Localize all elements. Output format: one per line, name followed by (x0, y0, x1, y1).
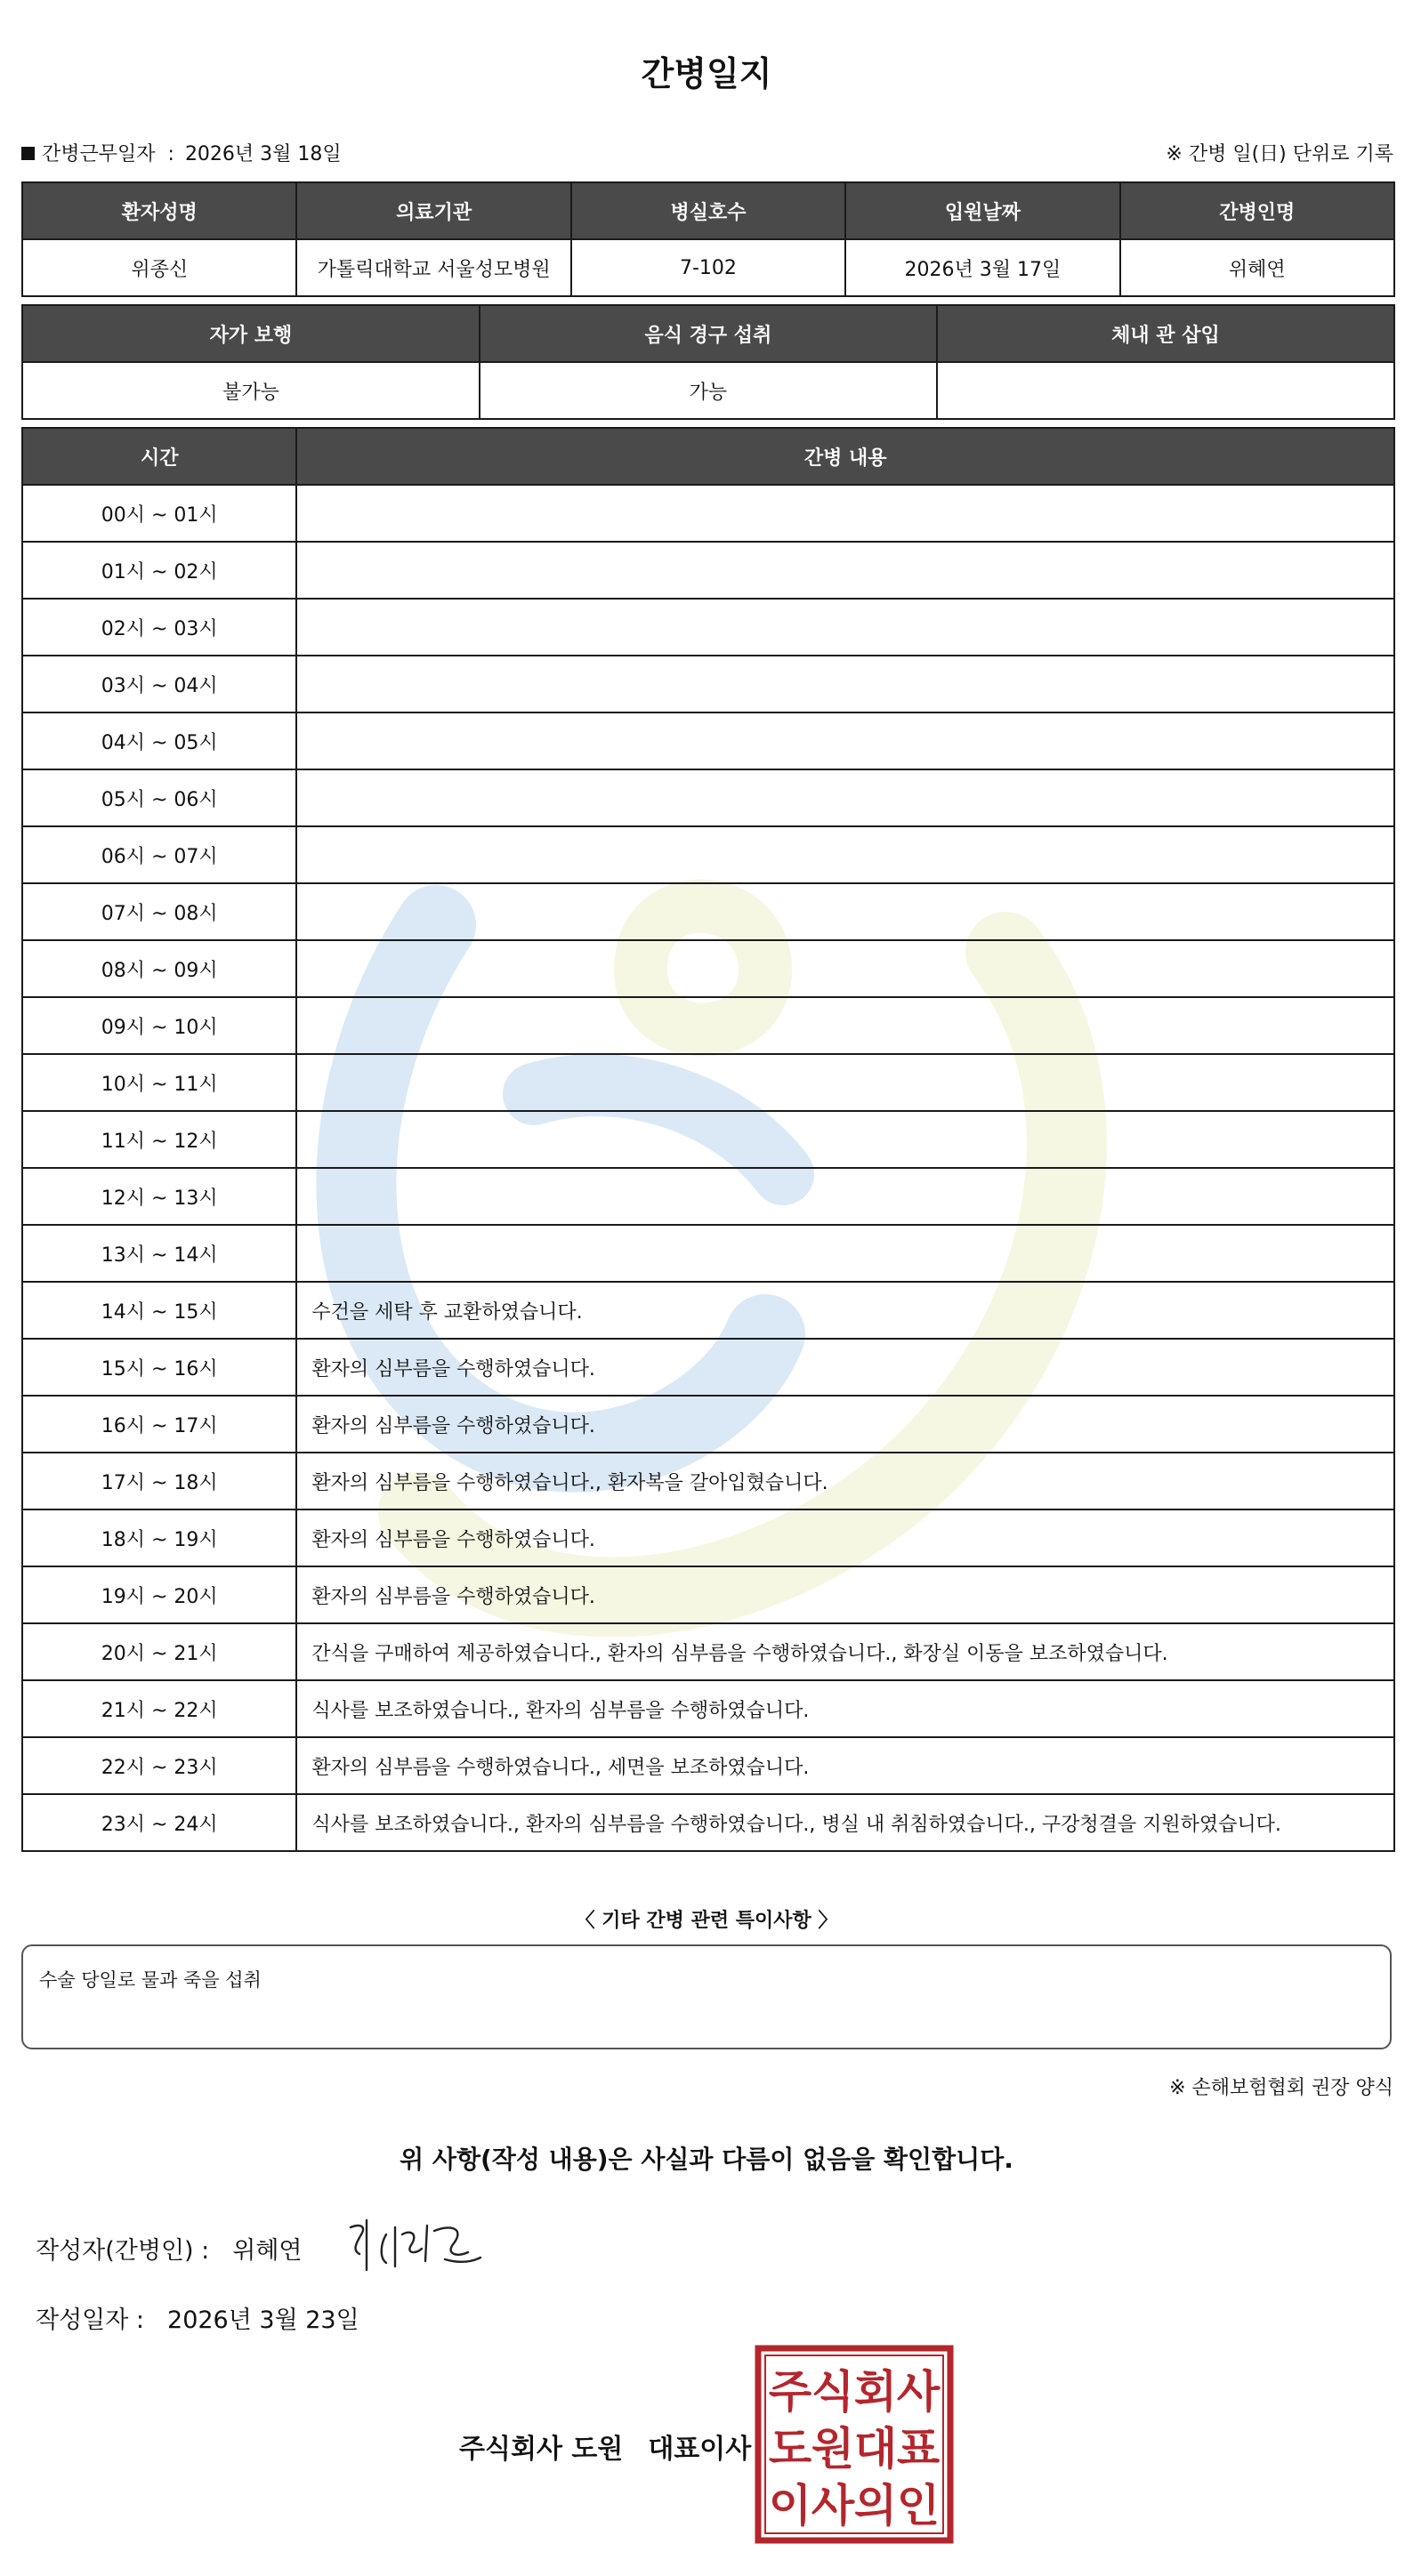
written-date-value: 2026년 3월 23일 (167, 2306, 359, 2334)
table-row (22, 883, 1394, 940)
table-row (22, 1566, 1394, 1623)
time-slot: 10시 ~ 11시 (22, 1054, 296, 1111)
time-slot: 22시 ~ 23시 (22, 1737, 296, 1794)
header-room-number: 병실호수 (571, 182, 845, 239)
bullet-square-icon (21, 147, 35, 160)
header-hospital: 의료기관 (296, 182, 570, 239)
oral-intake-value: 가능 (480, 362, 937, 419)
care-content: 수건을 세탁 후 교환하였습니다. (296, 1282, 1394, 1339)
table-row (22, 485, 1394, 542)
care-content: 환자의 심부름을 수행하였습니다. (296, 1509, 1394, 1566)
writer-name: 위혜연 (232, 2237, 303, 2265)
care-content: 환자의 심부름을 수행하였습니다. (296, 1566, 1394, 1623)
time-slot: 05시 ~ 06시 (22, 769, 296, 826)
care-content: 식사를 보조하였습니다., 환자의 심부름을 수행하였습니다., 병실 내 취침하였습니다., 구강청결을 지원하였습니다. (296, 1794, 1394, 1851)
time-slot: 09시 ~ 10시 (22, 997, 296, 1054)
document-title: 간병일지 (641, 54, 772, 93)
header-oral-intake: 음식 경구 섭취 (480, 305, 937, 362)
time-slot: 06시 ~ 07시 (22, 826, 296, 883)
care-content: 환자의 심부름을 수행하였습니다. (296, 1396, 1394, 1453)
svg-text:주: 주 (768, 2366, 812, 2418)
table-row (22, 769, 1394, 826)
table-row (22, 997, 1394, 1054)
table-row (22, 599, 1394, 656)
header-care-content: 간병 내용 (296, 428, 1394, 485)
association-note: ※ 손해보험협회 권장 양식 (1169, 2077, 1393, 2099)
svg-text:사: 사 (896, 2366, 941, 2418)
time-slot: 01시 ~ 02시 (22, 542, 296, 599)
written-date-label: 작성일자 : (36, 2306, 145, 2334)
time-slot: 02시 ~ 03시 (22, 599, 296, 656)
care-content (296, 1168, 1394, 1225)
header-caregiver-name: 간병인명 (1120, 182, 1394, 239)
table-row (22, 1680, 1394, 1737)
care-content (296, 1225, 1394, 1282)
handwritten-signature (340, 2208, 500, 2288)
care-content (296, 940, 1394, 997)
table-row (22, 826, 1394, 883)
table-row (22, 656, 1394, 712)
work-date-colon: : (167, 143, 174, 165)
care-log-rows (22, 485, 1394, 1851)
company-seal (755, 2345, 954, 2544)
svg-text:회: 회 (853, 2366, 898, 2418)
table-row (22, 1339, 1394, 1396)
header-admission-date: 입원날짜 (845, 182, 1119, 239)
table-row (22, 1111, 1394, 1168)
work-date-value: 2026년 3월 18일 (184, 143, 342, 165)
time-slot: 17시 ~ 18시 (22, 1453, 296, 1509)
care-content (296, 826, 1394, 883)
table-row (22, 1737, 1394, 1794)
time-slot: 12시 ~ 13시 (22, 1168, 296, 1225)
header-time: 시간 (22, 428, 296, 485)
care-log-table (21, 427, 1395, 1852)
svg-text:원: 원 (811, 2423, 855, 2475)
time-slot: 00시 ~ 01시 (22, 485, 296, 542)
time-slot: 04시 ~ 05시 (22, 712, 296, 769)
svg-text:표: 표 (896, 2423, 941, 2475)
room-number: 7-102 (571, 239, 845, 296)
time-slot: 21시 ~ 22시 (22, 1680, 296, 1737)
care-content: 환자의 심부름을 수행하였습니다., 세면을 보조하였습니다. (296, 1737, 1394, 1794)
writer-label: 작성자(간병인) : (36, 2237, 210, 2265)
self-walking-value: 불가능 (22, 362, 480, 419)
special-notes-text: 수술 당일로 물과 죽을 섭취 (39, 1969, 262, 1991)
time-slot: 11시 ~ 12시 (22, 1111, 296, 1168)
patient-status-table (21, 304, 1395, 420)
care-content (296, 599, 1394, 656)
care-content: 간식을 구매하여 제공하였습니다., 환자의 심부름을 수행하였습니다., 화장실 이동을 보조하였습니다. (296, 1623, 1394, 1680)
time-slot: 08시 ~ 09시 (22, 940, 296, 997)
written-date-line (36, 2300, 359, 2335)
time-slot: 13시 ~ 14시 (22, 1225, 296, 1282)
hospital-name: 가톨릭대학교 서울성모병원 (296, 239, 570, 296)
care-content (296, 769, 1394, 826)
header-tube-insertion: 체내 관 삽입 (937, 305, 1394, 362)
header-self-walking: 자가 보행 (22, 305, 480, 362)
table-row (22, 940, 1394, 997)
table-row (22, 1509, 1394, 1566)
header-patient-name: 환자성명 (22, 182, 296, 239)
table-row (22, 542, 1394, 599)
time-slot: 15시 ~ 16시 (22, 1339, 296, 1396)
tube-insertion-value (937, 362, 1394, 419)
table-row (22, 1225, 1394, 1282)
svg-text:사: 사 (811, 2480, 855, 2532)
svg-text:식: 식 (811, 2366, 855, 2418)
time-slot: 18시 ~ 19시 (22, 1509, 296, 1566)
table-row (22, 1054, 1394, 1111)
table-row (22, 712, 1394, 769)
care-content (296, 1054, 1394, 1111)
time-slot: 19시 ~ 20시 (22, 1566, 296, 1623)
svg-text:대: 대 (853, 2423, 898, 2475)
table-row (22, 1453, 1394, 1509)
care-content (296, 485, 1394, 542)
company-line (459, 2427, 751, 2466)
time-slot: 20시 ~ 21시 (22, 1623, 296, 1680)
company-name: 주식회사 도원 (459, 2434, 624, 2465)
table-row (22, 1282, 1394, 1339)
care-content (296, 883, 1394, 940)
care-content: 식사를 보조하였습니다., 환자의 심부름을 수행하였습니다. (296, 1680, 1394, 1737)
ceo-label: 대표이사 (648, 2434, 752, 2465)
care-content: 환자의 심부름을 수행하였습니다. (296, 1339, 1394, 1396)
confirmation-statement: 위 사항(작성 내용)은 사실과 다름이 없음을 확인합니다. (400, 2145, 1013, 2174)
svg-text:인: 인 (896, 2480, 941, 2532)
care-content (296, 712, 1394, 769)
svg-text:이: 이 (768, 2480, 812, 2532)
patient-info-table (21, 181, 1395, 297)
time-slot: 23시 ~ 24시 (22, 1794, 296, 1851)
time-slot: 07시 ~ 08시 (22, 883, 296, 940)
table-row (22, 1168, 1394, 1225)
daily-record-note: ※ 간병 일(日) 단위로 기록 (1166, 143, 1393, 165)
table-row (22, 1396, 1394, 1453)
time-slot: 16시 ~ 17시 (22, 1396, 296, 1453)
work-date-label: 간병근무일자 (42, 143, 156, 165)
special-notes-title: 〈 기타 간병 관련 특이사항 〉 (575, 1910, 838, 1932)
care-content (296, 656, 1394, 712)
care-content (296, 1111, 1394, 1168)
svg-text:의: 의 (853, 2480, 898, 2532)
caregiver-name: 위혜연 (1120, 239, 1394, 296)
table-row (22, 1623, 1394, 1680)
work-date (21, 139, 342, 166)
svg-text:도: 도 (768, 2423, 812, 2475)
care-content: 환자의 심부름을 수행하였습니다., 환자복을 갈아입혔습니다. (296, 1453, 1394, 1509)
admission-date: 2026년 3월 17일 (845, 239, 1119, 296)
care-content (296, 542, 1394, 599)
writer-line (36, 2231, 303, 2266)
time-slot: 03시 ~ 04시 (22, 656, 296, 712)
patient-name: 위종신 (22, 239, 296, 296)
care-content (296, 997, 1394, 1054)
special-notes-box (21, 1944, 1392, 2049)
time-slot: 14시 ~ 15시 (22, 1282, 296, 1339)
table-row (22, 1794, 1394, 1851)
